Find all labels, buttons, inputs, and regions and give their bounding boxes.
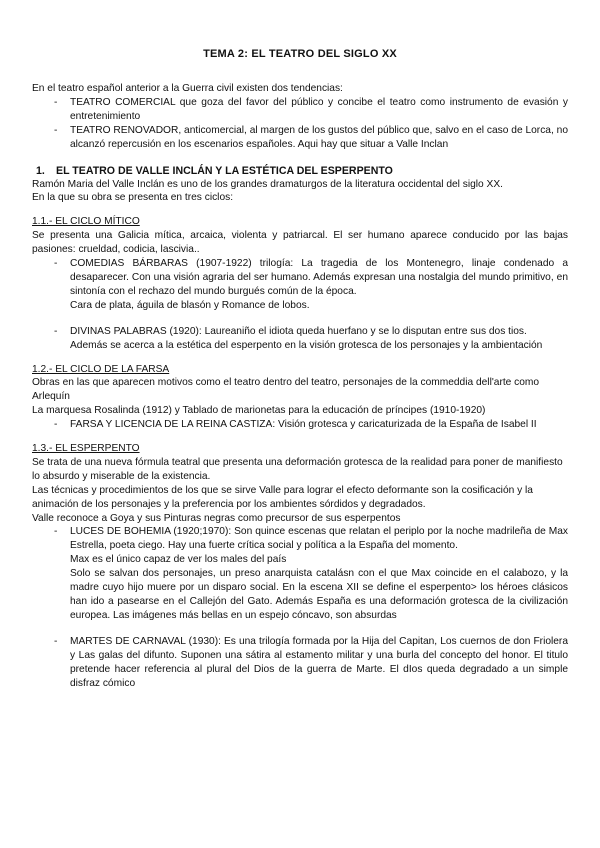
subsection-paragraph: Se trata de una nueva fórmula teatral que presenta una deformación grotesca de la realidad para poner de manifiesto lo absurdo y miserable de la existencia. [32,456,563,482]
intro-lead: En el teatro español anterior a la Guerra civil existen dos tendencias: [32,83,343,94]
subsection-heading: 1.2.- EL CICLO DE LA FARSA [32,363,170,375]
document-page [32,48,568,690]
works-list [32,525,568,622]
subsection-paragraph: Obras en las que aparecen motivos como el teatro dentro del teatro, personajes de la commeddia dell'arte como Arlequín [32,377,540,403]
subsection-heading: 1.3.- EL ESPERPENTO [32,443,140,455]
list-item-note: Cara de plata, águila de blasón y Romance de lobos. [70,299,310,311]
subsection-paragraph: La marquesa Rosalinda (1912) y Tablado de marionetas para la educación de príncipes (1910-1920) [32,405,486,417]
list-item: - TEATRO COMERCIAL que goza del favor del público y concibe el teatro como instrumento de evasión y entretenimiento [32,96,568,124]
list-item [32,525,568,622]
list-item-note: Solo se salvan dos personajes, un preso anarquista catalásn con el que Max coincide en el calabozo, y la madre cuyo hijo muere por un disparo social. En la escena XII se define el esperpento> los héroes clásicos han ido a pasearse en el Callejón del Gato. Además España es una deformación grotesca de la civilización europea. Las imágenes más bellas en un espejo cóncavo, son absurdas [70,568,568,621]
section-heading [32,164,568,178]
works-list [32,418,568,432]
list-item: - MARTES DE CARNAVAL (1930): Es una trilogía formada por la Hija del Capitan, Los cuernos de don Friolera y Las galas del difunto. Suponen una sátira al estamento militar y una burla del concepto del honor. El titulo pretende hacer referencia al plural del Dios de la guerra de Marte. El dIos queda degradado a un simple disfraz cómico [32,635,568,691]
list-item: - TEATRO RENOVADOR, anticomercial, al margen de los gustos del público que, salvo en el caso de Lorca, no alcanzó repercusión en los escenarios españoles. Aqui hay que situar a Valle Inclan [32,124,568,152]
list-item-text: COMEDIAS BÁRBARAS (1907-1922) trilogía: La tragedia de los Montenegro, linaje condenado a desaparecer. Con una visión agraria del ser humano. Además expresan una nostalgia del mundo primitivo, en sintonía con el rechazo del mundo burgués común de la época. [70,258,568,297]
section-paragraph: Ramón Maria del Valle Inclán es uno de los grandes dramaturgos de la literatura occidental del siglo XX. [32,178,503,190]
list-item-text: DIVINAS PALABRAS (1920): Laureaniño el idiota queda huerfano y se lo disputan entre sus dos tios. [70,325,527,337]
works-list [32,325,568,353]
list-item [32,325,568,353]
list-item: - FARSA Y LICENCIA DE LA REINA CASTIZA: Visión grotesca y caricaturizada de la España de Isabel II [32,418,568,432]
subsection-heading: 1.1.- EL CICLO MÍTICO [32,216,140,228]
list-item-note: Max es el único capaz de ver los males del país [70,554,287,566]
section-paragraph: En la que su obra se presenta en tres ciclos: [32,192,234,204]
section-title: EL TEATRO DE VALLE INCLÁN Y LA ESTÉTICA DEL ESPERPENTO [56,164,393,177]
subsection-paragraph: Valle reconoce a Goya y sus Pinturas negras como precursor de sus esperpentos [32,512,401,524]
section-number: 1. [36,164,45,177]
subsection-paragraph: Se presenta una Galicia mítica, arcaica, violenta y patriarcal. El ser humano aparece conducido por las bajas pasiones: crueldad, codicia, lascivia.. [32,230,568,256]
list-item [32,257,568,313]
intro-list [32,96,568,152]
page-title: TEMA 2: EL TEATRO DEL SIGLO XX [203,48,397,60]
list-item-note: Además se acerca a la estética del esperpento en la visión grotesca de los personajes y la ambientación [70,339,543,351]
works-list [32,635,568,691]
works-list [32,257,568,313]
subsection-paragraph: Las técnicas y procedimientos de los que se sirve Valle para lograr el efecto deformante son la cosificación y la animación de los personajes y la preferencia por los ambientes sórdidos y degradados. [32,484,533,510]
list-item-text: LUCES DE BOHEMIA (1920;1970): Son quince escenas que relatan el periplo por la noche madrileña de Max Estrella, poeta ciego. Hay una fuerte crítica social y política a la España del momento. [70,526,568,552]
